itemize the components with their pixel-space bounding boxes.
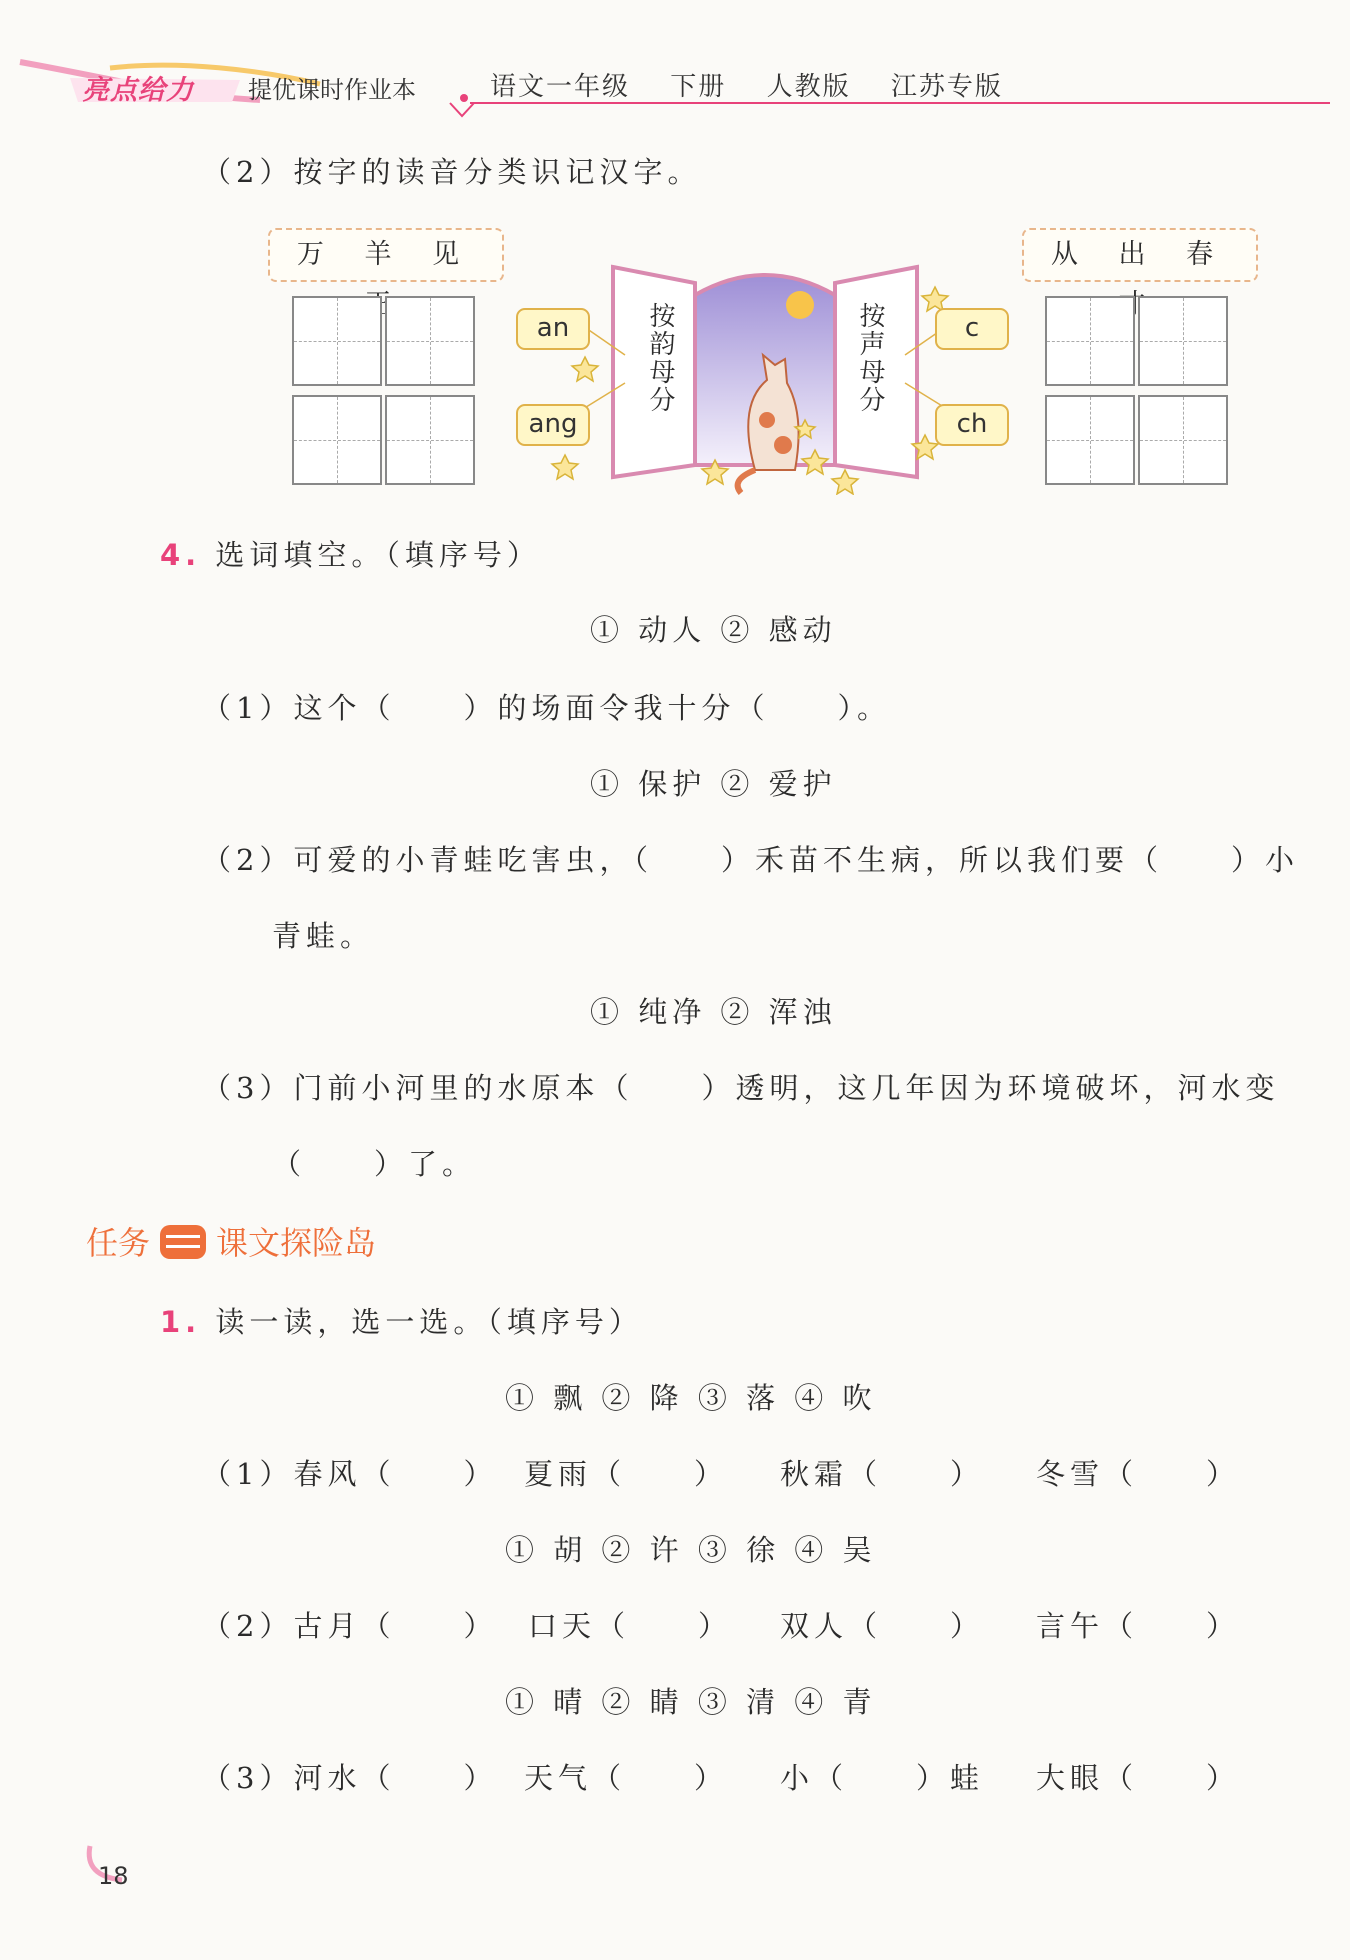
q1-cell[interactable]: （1）春风（ ）	[202, 1457, 498, 1491]
writing-grid[interactable]	[1045, 395, 1135, 485]
pill-ch: ch	[935, 404, 1009, 446]
brand-logo: 亮点给力	[82, 75, 194, 106]
q1-cell[interactable]: 秋霜（ ）	[780, 1457, 985, 1491]
q1-cell[interactable]: 冬雪（ ）	[1036, 1457, 1241, 1491]
q1-cell[interactable]: 小（ ）蛙	[780, 1761, 985, 1795]
q4-options-2: ① 保护 ② 爱护	[590, 767, 837, 801]
q1-number: 1.	[160, 1305, 202, 1339]
task-heading	[86, 1218, 376, 1265]
pill-an: an	[516, 308, 590, 350]
q1-heading	[160, 1300, 643, 1341]
rhyme-label: 按韵母分	[645, 302, 675, 414]
q1-options-2: ① 胡 ② 许 ③ 徐 ④ 吴	[505, 1533, 877, 1567]
pill-c: c	[935, 308, 1009, 350]
q4-item-1-line[interactable]: （1）这个（ ）的场面令我十分（ ）。	[202, 691, 891, 725]
sort-prompt: （2）按字的读音分类识记汉字。	[202, 155, 702, 189]
page-number: 18	[98, 1862, 129, 1890]
q4-options-1: ① 动人 ② 感动	[590, 613, 837, 647]
q1-cell[interactable]: 双人（ ）	[780, 1609, 985, 1643]
writing-grid[interactable]	[1045, 296, 1135, 386]
q4-number: 4.	[160, 538, 202, 572]
q1-cell[interactable]: 夏雨（ ）	[524, 1457, 729, 1491]
q1-cell[interactable]: （2）古月（ ）	[202, 1609, 498, 1643]
q1-cell[interactable]: 口天（ ）	[528, 1609, 733, 1643]
book-info	[490, 66, 1033, 103]
q1-options-1: ① 飘 ② 降 ③ 落 ④ 吹	[505, 1381, 877, 1415]
cat-window-illustration	[505, 255, 1025, 495]
volume-label: 下册	[670, 72, 727, 102]
right-word-box: 从 出 春	[1022, 228, 1258, 282]
q1-cell[interactable]: 言午（ ）	[1036, 1609, 1241, 1643]
q1-title: 读一读，选一选。（填序号）	[215, 1305, 643, 1339]
left-word-box: 万 羊 见	[268, 228, 504, 282]
q4-item-3-line[interactable]: （3）门前小河里的水原本（ ）透明，这几年因为环境破坏，河水变	[202, 1071, 1280, 1105]
writing-grid[interactable]	[1138, 296, 1228, 386]
brand-subtitle: 提优课时作业本	[248, 76, 416, 104]
q1-cell[interactable]: 大眼（ ）	[1036, 1761, 1241, 1795]
writing-grid[interactable]	[292, 395, 382, 485]
task-title: 课文探险岛	[216, 1224, 377, 1262]
pill-ang: ang	[516, 404, 590, 446]
q4-title: 选词填空。（填序号）	[215, 538, 541, 572]
task-number-badge-icon	[160, 1225, 206, 1259]
writing-grid[interactable]	[292, 296, 382, 386]
q1-cell[interactable]: （3）河水（ ）	[202, 1761, 498, 1795]
edition-label: 人教版	[766, 72, 851, 102]
q4-item-3-line-cont[interactable]: （ ）了。	[272, 1147, 477, 1181]
q1-options-3: ① 晴 ② 睛 ③ 清 ④ 青	[505, 1685, 877, 1719]
task-prefix: 任务	[86, 1224, 151, 1262]
q4-options-3: ① 纯净 ② 浑浊	[590, 995, 837, 1029]
writing-grid[interactable]	[385, 296, 475, 386]
q1-cell[interactable]: 天气（ ）	[524, 1761, 729, 1795]
writing-grid[interactable]	[385, 395, 475, 485]
region-label: 江苏专版	[890, 72, 1003, 102]
writing-grid[interactable]	[1138, 395, 1228, 485]
q4-heading	[160, 533, 541, 574]
q4-item-2-line-cont: 青蛙。	[272, 919, 375, 953]
q4-item-2-line[interactable]: （2）可爱的小青蛙吃害虫，（ ）禾苗不生病，所以我们要（ ）小	[202, 843, 1299, 877]
grade-label: 语文一年级	[490, 72, 631, 102]
initial-label: 按声母分	[855, 302, 885, 414]
